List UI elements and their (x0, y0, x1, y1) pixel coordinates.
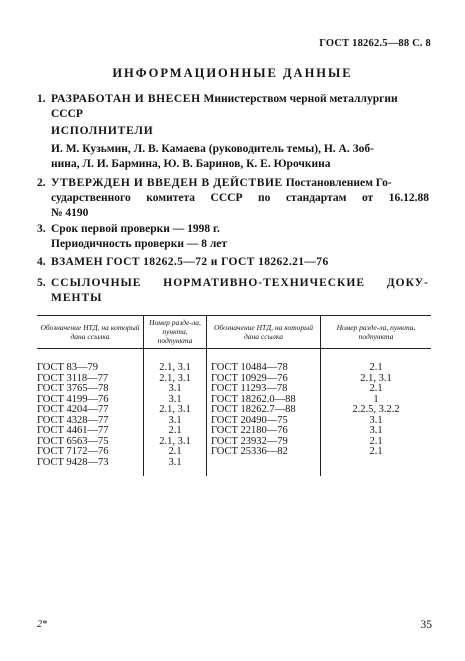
signature-mark: 2* (37, 619, 47, 630)
item-references (37, 276, 429, 306)
ntd-cell: ГОСТ 11293—78 (207, 384, 321, 395)
ntd-cell (207, 458, 321, 477)
header-ntd-designation: Обозначение НТД, на который дана ссылка (207, 316, 321, 349)
section-cell: 2.1 (321, 437, 432, 448)
ntd-cell: ГОСТ 4204—77 (37, 404, 109, 415)
section-cell: 2.1 (144, 447, 207, 458)
page-number: 35 (420, 619, 432, 631)
item-text-cont: сударственного комитета СССР по стандартам от 16.12.88 (51, 192, 429, 204)
item-replaces (37, 255, 429, 270)
ntd-cell: ГОСТ 20490—75 (207, 416, 321, 427)
item-number: 5. (37, 277, 46, 289)
ntd-cell: ГОСТ 10929—76 (207, 374, 321, 385)
ntd-cell: ГОСТ 23932—79 (207, 437, 321, 448)
item-review-schedule (37, 222, 429, 252)
item-heading: ССЫЛОЧНЫЕ НОРМАТИВНО-ТЕХНИЧЕСКИЕ ДОКУ- (51, 277, 429, 289)
executors-names (51, 142, 431, 172)
item-approved (37, 176, 429, 221)
section-cell: 2.1, 3.1 (321, 374, 432, 385)
section-cell: 3.1 (321, 426, 432, 437)
section-cell: 2.2.5, 3.2.2 (321, 405, 432, 416)
section-cell: 2.1, 3.1 (144, 349, 207, 374)
table-row (37, 458, 431, 477)
section-cell (321, 458, 432, 477)
header-section-number: Номер разде-ла, пункта, подпункта (321, 316, 432, 349)
section-cell: 2.1 (144, 426, 207, 437)
section-cell: 3.1 (144, 395, 207, 406)
executors-line: И. М. Кузьмин, Л. В. Камаева (руководитель темы), Н. А. Зоб- (51, 143, 374, 155)
item-text-cont: № 4190 (51, 207, 89, 219)
section-cell: 2.1, 3.1 (144, 374, 207, 385)
item-text: Постановлением Го- (285, 177, 392, 189)
item-number: 4. (37, 256, 46, 268)
section-cell: 2.1, 3.1 (144, 437, 207, 448)
ntd-cell: ГОСТ 18262.0—88 (207, 395, 321, 406)
item-developed-by (37, 92, 429, 122)
table-header-row (37, 316, 431, 349)
section-cell: 3.1 (144, 384, 207, 395)
ntd-cell: ГОСТ 22180—76 (207, 426, 321, 437)
section-cell: 2.1, 3.1 (144, 405, 207, 416)
section-title: ИНФОРМАЦИОННЫЕ ДАННЫЕ (112, 66, 353, 80)
table-row (37, 349, 431, 374)
section-cell: 3.1 (144, 416, 207, 427)
item-text-cont: Периодичность проверки — 8 лет (51, 238, 228, 250)
ntd-cell: ГОСТ 3118—77 (37, 372, 109, 384)
table-row (37, 426, 431, 437)
section-cell: 2.1 (321, 349, 432, 374)
ntd-cell: ГОСТ 9428—73 (37, 456, 109, 468)
ntd-cell: ГОСТ 4328—77 (37, 414, 109, 426)
header-ntd-designation: Обозначение НТД, на который дана ссылка (37, 316, 144, 349)
item-heading: РАЗРАБОТАН И ВНЕСЕН (51, 93, 201, 105)
item-text: Министерством черной металлургии (203, 93, 398, 105)
ntd-cell: ГОСТ 7172—76 (37, 446, 109, 457)
item-heading-cont: МЕНТЫ (51, 292, 103, 304)
ntd-cell: ГОСТ 6563—75 (37, 435, 109, 447)
ntd-cell: ГОСТ 25336—82 (207, 447, 321, 458)
ntd-cell: ГОСТ 3765—78 (37, 383, 109, 394)
item-number: 3. (37, 223, 46, 235)
table-row (37, 447, 431, 458)
section-cell: 2.1 (321, 384, 432, 395)
section-cell: 3.1 (321, 416, 432, 427)
ntd-cell: ГОСТ 83—79 (37, 362, 99, 373)
ntd-cell: ГОСТ 10484—78 (207, 349, 321, 374)
header-section-number: Номер разде-ла, пункта, подпункта (144, 316, 207, 349)
item-text: Срок первой проверки — 1998 г. (51, 223, 220, 235)
table-row (37, 384, 431, 395)
ntd-cell: ГОСТ 18262.7—88 (207, 405, 321, 416)
item-number: 1. (37, 93, 46, 105)
section-cell: 3.1 (144, 458, 207, 477)
section-cell: 2.1 (321, 447, 432, 458)
executors-line: нина, Л. И. Бармина, Ю. В. Баринов, К. Е. Юрочкина (51, 158, 331, 170)
section-cell: 1 (321, 395, 432, 406)
executors-heading: ИСПОЛНИТЕЛИ (51, 125, 154, 137)
item-text-cont: СССР (51, 108, 83, 120)
item-text: ВЗАМЕН ГОСТ 18262.5—72 и ГОСТ 18262.21—76 (51, 256, 329, 268)
table-row (37, 405, 431, 416)
ntd-cell: ГОСТ 4199—76 (37, 393, 109, 405)
references-table (37, 315, 431, 476)
item-heading: УТВЕРЖДЕН И ВВЕДЕН В ДЕЙСТВИЕ (51, 177, 283, 189)
page-header: ГОСТ 18262.5—88 С. 8 (319, 38, 431, 49)
item-number: 2. (37, 177, 46, 189)
ntd-cell: ГОСТ 4461—77 (37, 425, 109, 436)
